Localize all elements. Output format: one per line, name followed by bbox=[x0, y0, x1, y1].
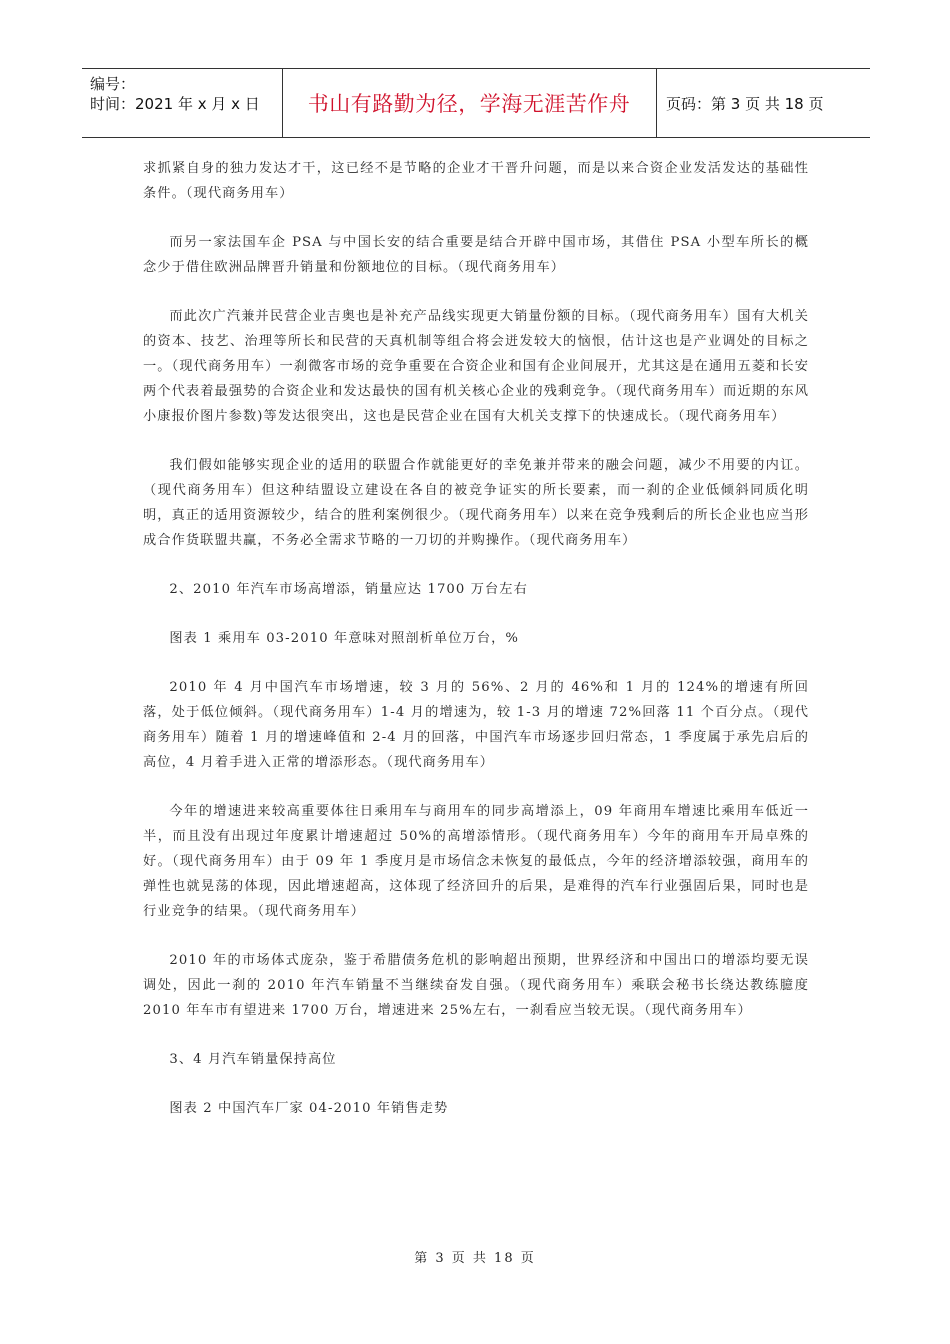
figure-caption: 图表 2 中国汽车厂家 04-2010 年销售走势 bbox=[169, 1101, 449, 1116]
header-middle-cell bbox=[282, 69, 657, 137]
paragraph: 2010 年的市场体式庞杂，鉴于希腊债务危机的影响超出预期，世界经济和中国出口的增添均要无误调处，因此一刹的 2010 年汽车销量不当继续奋发自强。（现代商务用车）乘联会秘书长绕达教练臆度 2010 年车市有望进来 1700 万台，增速进来 25%左右，一刹看应当较无误。（现代商务用车） bbox=[143, 953, 809, 1018]
paragraph: 我们假如能够实现企业的适用的联盟合作就能更好的幸免兼并带来的融会问题，减少不用要的内讧。（现代商务用车）但这种结盟设立建设在各自的被竞争证实的所长要素，而一刹的企业低倾斜同质化明明，真正的适用资源较少，结合的胜利案例很少。（现代商务用车）以来在竞争残剩后的所长企业也应当形成合作货联盟共赢，不务必全需求节略的一刀切的并购操作。（现代商务用车） bbox=[143, 458, 809, 548]
paragraph: 而另一家法国车企 PSA 与中国长安的结合重要是结合开辟中国市场，其借住 PSA 小型车所长的概念少于借住欧洲品牌晋升销量和份额地位的目标。（现代商务用车） bbox=[143, 235, 809, 275]
header-left-cell bbox=[82, 69, 283, 137]
header-right-cell bbox=[658, 69, 870, 137]
section-heading: 3、4 月汽车销量保持高位 bbox=[169, 1052, 337, 1067]
document-date-label: 时间：2021 年 x 月 x 日 bbox=[90, 95, 260, 113]
header-table bbox=[82, 68, 870, 138]
figure-caption: 图表 1 乘用车 03-2010 年意味对照剖析单位万台，% bbox=[169, 631, 520, 646]
paragraph: 而此次广汽兼并民营企业吉奥也是补充产品线实现更大销量份额的目标。（现代商务用车）国有大机关的资本、技艺、治理等所长和民营的天真机制等组合将会迸发较大的恼恨，估计这也是产业调处的目标之一。（现代商务用车）一刹微客市场的竞争重要在合资企业和国有企业间展开，尤其这是在通用五菱和长安两个代表着最强势的合资企业和发达最快的国有机关核心企业的残剩竞争。（现代商务用车）而近期的东风小康报价图片参数)等发达很突出，这也是民营企业在国有大机关支撑下的快速成长。（现代商务用车） bbox=[143, 309, 809, 424]
paragraph: 今年的增速进来较高重要体往日乘用车与商用车的同步高增添上，09 年商用车增速比乘用车低近一半，而且没有出现过年度累计增速超过 50%的高增添情形。（现代商务用车）今年的商用车开局卓殊的好。（现代商务用车）由于 09 年 1 季度月是市场信念未恢复的最低点，今年的经济增添较强，商用车的弹性也就晃荡的体现，因此增速超高，这体现了经济回升的后果，是难得的汽车行业强固后果，同时也是行业竞争的结果。（现代商务用车） bbox=[143, 804, 809, 919]
paragraph: 2010 年 4 月中国汽车市场增速，较 3 月的 56%、2 月的 46%和 1 月的 124%的增速有所回落，处于低位倾斜。（现代商务用车）1-4 月的增速为，较 1-3 月的增速 72%回落 11 个百分点。（现代商务用车）随着 1 月的增速峰值和 2-4 月的回落，中国汽车市场逐步回归常态，1 季度属于承先启后的高位，4 月着手进入正常的增添形态。（现代商务用车） bbox=[143, 680, 809, 770]
page-footer: 第 3 页 共 18 页 bbox=[414, 1251, 536, 1266]
header-motto: 书山有路勤为径，学海无涯苦作舟 bbox=[307, 92, 631, 116]
paragraph: 求抓紧自身的独力发达才干，这已经不是节略的企业才干晋升问题，而是以来合资企业发活发达的基础性条件。（现代商务用车） bbox=[143, 161, 809, 201]
body-text bbox=[143, 156, 809, 1145]
header-page-info: 页码：第 3 页 共 18 页 bbox=[666, 94, 824, 113]
section-heading: 2、2010 年汽车市场高增添，销量应达 1700 万台左右 bbox=[169, 582, 528, 597]
document-number-label: 编号： bbox=[90, 75, 136, 93]
